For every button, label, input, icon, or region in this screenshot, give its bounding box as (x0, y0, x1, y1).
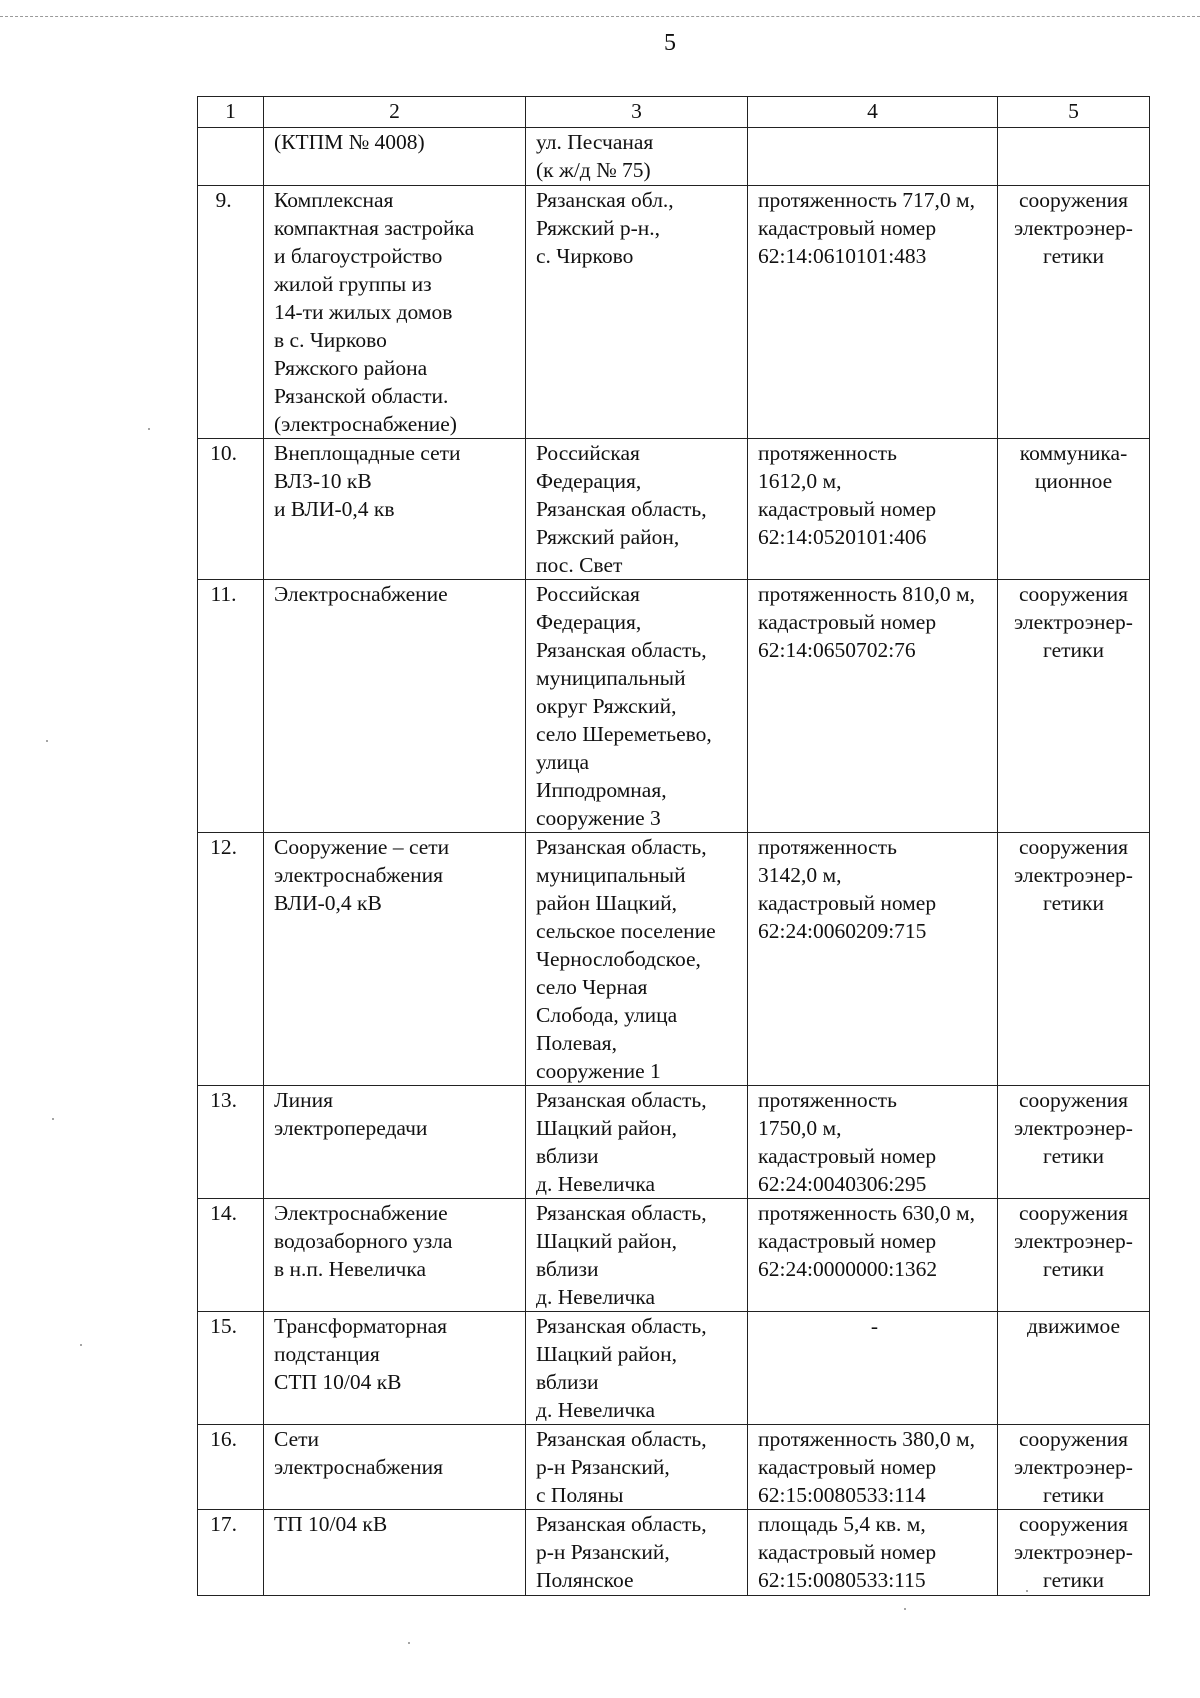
object-address: Российская Федерация, Рязанская область, муниципальный округ Ряжский, село Шереметьево, улица Ипподромная, сооружение 3 (526, 580, 748, 833)
object-name: Электроснабжение водозаборного узла в н.п. Невеличка (264, 1199, 526, 1312)
object-name: Линия электропередачи (264, 1086, 526, 1199)
table-row (198, 1425, 1150, 1510)
object-name: ТП 10/04 кВ (264, 1510, 526, 1596)
object-type: сооружения электроэнер- гетики (998, 833, 1150, 1086)
table-row (198, 186, 1150, 439)
table-row (198, 1199, 1150, 1312)
object-type: сооружения электроэнер- гетики (998, 580, 1150, 833)
scan-edge-line (0, 16, 1200, 17)
scan-speck (408, 1642, 410, 1644)
object-params: протяженность 810,0 м, кадастровый номер 62:14:0650702:76 (748, 580, 998, 833)
object-type (998, 128, 1150, 186)
table-row (198, 1312, 1150, 1425)
object-type: коммуника- ционное (998, 439, 1150, 580)
object-params: протяженность 717,0 м, кадастровый номер 62:14:0610101:483 (748, 186, 998, 439)
header-cell-4: 4 (748, 97, 998, 128)
object-address: Рязанская область, Шацкий район, вблизи д. Невеличка (526, 1199, 748, 1312)
row-number: 15. (198, 1312, 264, 1425)
object-name: Внеплощадные сети ВЛЗ-10 кВ и ВЛИ-0,4 кв (264, 439, 526, 580)
row-number: 17. (198, 1510, 264, 1596)
table-row (198, 833, 1150, 1086)
scan-speck (1026, 1590, 1028, 1592)
object-type: движимое (998, 1312, 1150, 1425)
table-row (198, 1510, 1150, 1596)
header-cell-5: 5 (998, 97, 1150, 128)
scan-speck (52, 1118, 54, 1120)
object-address: Рязанская область, муниципальный район Шацкий, сельское поселение Чернослободское, село Черная Слобода, улица Полевая, сооружение 1 (526, 833, 748, 1086)
row-number: 9. (198, 186, 264, 439)
object-address: Рязанская область, р-н Рязанский, Полянское (526, 1510, 748, 1596)
header-cell-2: 2 (264, 97, 526, 128)
row-number: 14. (198, 1199, 264, 1312)
object-type: сооружения электроэнер- гетики (998, 1199, 1150, 1312)
object-name: Сети электроснабжения (264, 1425, 526, 1510)
page-number: 5 (664, 30, 676, 56)
scan-speck (46, 740, 48, 742)
object-address: Рязанская область, Шацкий район, вблизи д. Невеличка (526, 1086, 748, 1199)
row-number: 12. (198, 833, 264, 1086)
row-number: 10. (198, 439, 264, 580)
header-cell-1: 1 (198, 97, 264, 128)
object-params: протяженность 1612,0 м, кадастровый номер 62:14:0520101:406 (748, 439, 998, 580)
table-row (198, 439, 1150, 580)
object-address: ул. Песчаная (к ж/д № 75) (526, 128, 748, 186)
table-row (198, 1086, 1150, 1199)
object-name: Электроснабжение (264, 580, 526, 833)
row-number: 16. (198, 1425, 264, 1510)
object-name: Комплексная компактная застройка и благоустройство жилой группы из 14-ти жилых домов в с. Чирково Ряжского района Рязанской области. (электроснабжение) (264, 186, 526, 439)
object-type: сооружения электроэнер- гетики (998, 1425, 1150, 1510)
scan-speck (904, 1608, 906, 1610)
object-type: сооружения электроэнер- гетики (998, 1086, 1150, 1199)
object-name: Сооружение – сети электроснабжения ВЛИ-0,4 кВ (264, 833, 526, 1086)
scan-speck (80, 1344, 82, 1346)
table-row (198, 580, 1150, 833)
object-params: протяженность 1750,0 м, кадастровый номер 62:24:0040306:295 (748, 1086, 998, 1199)
table-row (198, 128, 1150, 186)
object-name: Трансформаторная подстанция СТП 10/04 кВ (264, 1312, 526, 1425)
object-params: площадь 5,4 кв. м, кадастровый номер 62:15:0080533:115 (748, 1510, 998, 1596)
row-number (198, 128, 264, 186)
scan-speck (148, 428, 150, 430)
object-address: Российская Федерация, Рязанская область, Ряжский район, пос. Свет (526, 439, 748, 580)
row-number: 11. (198, 580, 264, 833)
object-address: Рязанская область, р-н Рязанский, с Поляны (526, 1425, 748, 1510)
object-params: протяженность 380,0 м, кадастровый номер 62:15:0080533:114 (748, 1425, 998, 1510)
header-cell-3: 3 (526, 97, 748, 128)
object-params (748, 128, 998, 186)
object-params: протяженность 630,0 м, кадастровый номер 62:24:0000000:1362 (748, 1199, 998, 1312)
property-table (197, 96, 1150, 1596)
object-name: (КТПМ № 4008) (264, 128, 526, 186)
object-params: - (748, 1312, 998, 1425)
object-params: протяженность 3142,0 м, кадастровый номер 62:24:0060209:715 (748, 833, 998, 1086)
object-type: сооружения электроэнер- гетики (998, 1510, 1150, 1596)
table-header-row (198, 97, 1150, 128)
object-address: Рязанская область, Шацкий район, вблизи д. Невеличка (526, 1312, 748, 1425)
object-type: сооружения электроэнер- гетики (998, 186, 1150, 439)
row-number: 13. (198, 1086, 264, 1199)
object-address: Рязанская обл., Ряжский р-н., с. Чирково (526, 186, 748, 439)
